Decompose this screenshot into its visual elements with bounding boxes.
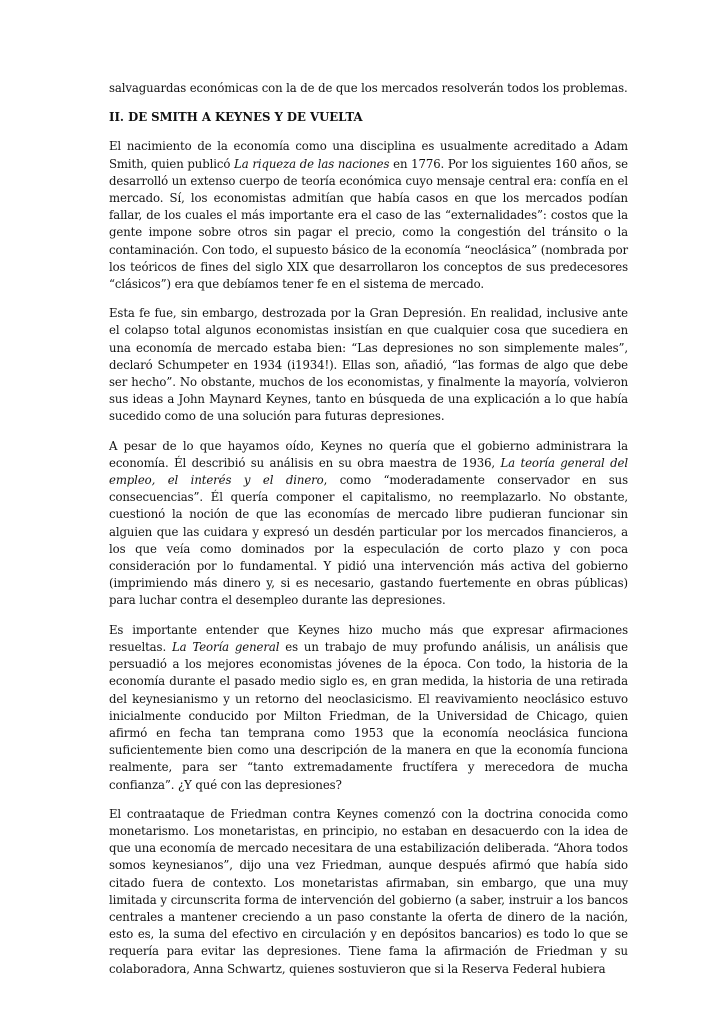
paragraph-friedman [109,622,628,794]
paragraph-text: en 1776. Por los siguientes 160 años, se desarrolló un extenso cuerpo de teoría económica cuyo mensaje central era: confía en el mercado. Sí, los economistas admitían que había casos en que los mercados podían fallar, de los cuales el más importante era el caso de las “externalidades”: costos que la gente impone sobre otros sin pagar el precio, como la congestión del tránsito o la contaminación. Con todo, el supuesto básico de la economía “neoclásica” (nombrada por los teóricos de fines del siglo XIX que desarrollaron los conceptos de sus predecesores “clásicos”) era que debíamos tener fe en el sistema de mercado. [109,156,628,292]
paragraph-text: , como “moderadamente conservador en sus consecuencias”. Él quería componer el capitalismo, no reemplazarlo. No obstante, cuestionó la noción de que las economías de mercado libre pudieran funcionar sin alguien que las cuidara y expresó un desdén particular por los mercados financieros, a los que veía como dominados por la especulación de corto plazo y con poca consideración por lo fundamental. Y pidió una intervención más activa del gobierno (imprimiendo más dinero y, si es necesario, gastando fuertemente en obras públicas) para luchar contra el desempleo durante las depresiones. [109,473,628,608]
book-title-general-theory-short: La Teoría general [172,639,280,654]
paragraph-smith [109,138,628,293]
book-title-general-theory: La teoría general del empleo, el interés y el dinero [109,455,628,488]
intro-paragraph: salvaguardas económicas con la de de que los mercados resolverán todos los problemas. [109,81,628,95]
paragraph-keynes [109,438,628,610]
paragraph-text: es un trabajo de muy profundo análisis, un análisis que persuadió a los mejores economistas jóvenes de la época. Con todo, la historia de la economía durante el pasado medio siglo es, en gran medida, la historia de una retirada del keynesianismo y un retorno del neoclasicismo. El reavivamiento neoclásico estuvo inicialmente conducido por Milton Friedman, de la Universidad de Chicago, quien afirmó en fecha tan temprana como 1953 que la economía neoclásica funciona suficientemente bien como una descripción de la manera en que la economía funciona realmente, para ser “tanto extremadamente fructífera y merecedora de mucha confianza”. ¿Y qué con las depresiones? [109,639,628,792]
paragraph-text: El nacimiento de la economía como una disciplina es usualmente acreditado a Adam Smith, quien publicó [109,139,628,171]
book-title-wealth-of-nations: La riqueza de las naciones [234,156,390,171]
paragraph-monetarism: El contraataque de Friedman contra Keynes comenzó con la doctrina conocida como monetarismo. Los monetaristas, en principio, no estaban en desacuerdo con la idea de que una economía de mercado necesitara de una estabilización deliberada. “Ahora todos somos keynesianos”, dijo una vez Friedman, aunque después afirmó que había sido citado fuera de contexto. Los monetaristas afirmaban, sin embargo, que una muy limitada y circunscrita forma de intervención del gobierno (a saber, instruir a los bancos centrales a mantener creciendo a un paso constante la oferta de dinero de la nación, esto es, la suma del efectivo en circulación y en depósitos bancarios) es todo lo que se requería para evitar las depresiones. Tiene fama la afirmación de Friedman y su colaboradora, Anna Schwartz, quienes sostuvieron que si la Reserva Federal hubiera [109,806,628,976]
paragraph-text: Es importante entender que Keynes hizo mucho más que expresar afirmaciones resueltas. [109,622,628,654]
paragraph-text: A pesar de lo que hayamos oído, Keynes no quería que el gobierno administrara la economía. Él describió su análisis en su obra maestra de 1936, [109,438,628,470]
document-body [109,80,628,990]
section-heading: II. DE SMITH A KEYNES Y DE VUELTA [109,110,363,125]
paragraph-great-depression: Esta fe fue, sin embargo, destrozada por la Gran Depresión. En realidad, inclusive ante el colapso total algunos economistas insistían en que cualquier cosa que sucediera en una economía de mercado estaba bien: “Las depresiones no son simplemente males”, declaró Schumpeter en 1934 (i1934!). Ellas son, añadió, “las formas de algo que debe ser hecho”. No obstante, muchos de los economistas, y finalmente la mayoría, volvieron sus ideas a John Maynard Keynes, tanto en búsqueda de una explicación a lo que había sucedido como de una solución para futuras depresiones. [109,306,628,424]
